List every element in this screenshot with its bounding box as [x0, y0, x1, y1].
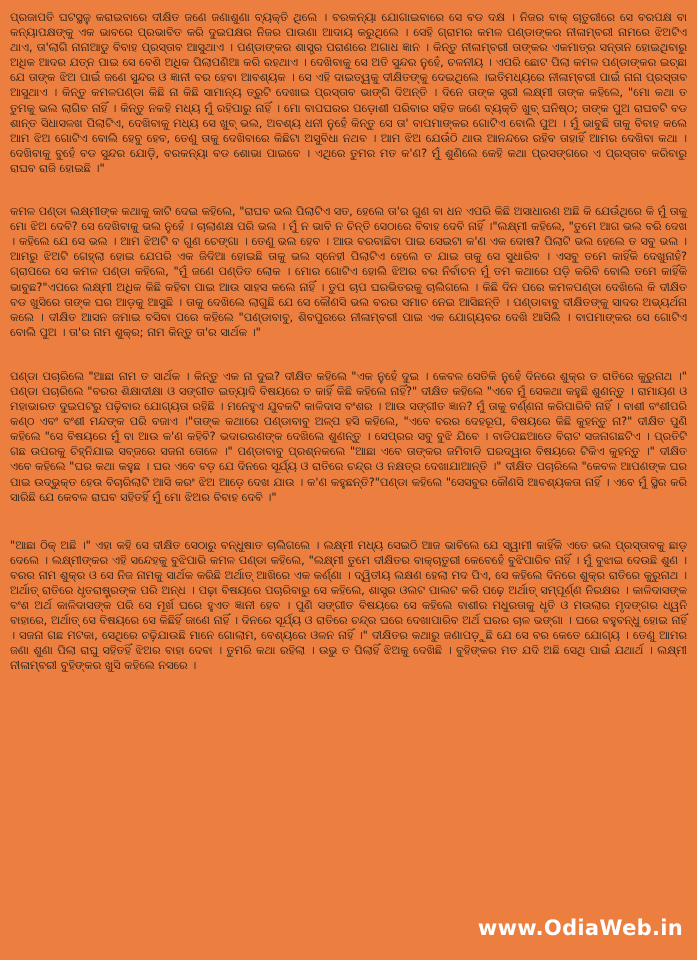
story-paragraph-2: କମଳ ପଣ୍ଡା ଲକ୍ଷ୍ମୀଙ୍କ କଥାକୁ କାଟି ଦେଇ କହିଲେ, "ରାଘବ ଭଲ ପିଲାଟିଏ ସତ, ହେଲେ ତା'ର ଗୁଣ ବା ଧନ ଏପରି କିଛି ଅସାଧାରଣ ଅଛି କି ଯେଉଁଥିରେ କି ମୁଁ ତାକୁ ମୋ ଝିଅ ଦେବି? ସେ ଦେଖିବାକୁ ଭଲ ନୁହେଁ । ଚାଲାଣକ୍ଷ ପରି ଭଲ । ମୁଁ ନ ଭାବି ନ ଚିନ୍ତି ସେଠାରେ ବିବାହ ଦେବି ନାହିଁ ।"ଲକ୍ଷ୍ମୀ କହିଲେ, "ତୁମେ ଆଗ ଭଲ ବରି ଦେଖ । କହିଲେ ଯେ ସେ ଭଲ । ଆମ ଝିଅଟି ବ ଗୁଣ ଚେଙ୍ଗା । ତେଣୁ ଭଲ ହେବ । ଆଉ ବରବାଛିବା ପାଇ ସେଇଟା କ'ଣ ଏକ ଦୋଷ? ପିଲାଟି ଭଲ ହେଲେ ତ ସବୁ ଭଲ । ଆମରୁ ଝିଅଟି ଗେହ୍ଲା ହୋଇ ଯେପରି ଏକ ଜିଦିଆ ହୋଇଛି ତାକୁ ଭଲ ସ୍ନେହୀ ପିଲାଟିଏ ହେଲେ ତ ଯାଇ ତାକୁ ସେ ସୁଧାରିବ । ଏସବୁ ତମେ କାହିଁକି ଦେଖୁନାହଁ? ଗ୍ରାପରେ ସେ କମଳ ପଣ୍ଡା କହିଲେ, "ମୁଁ ଜଣେ ପଣ୍ଡିତ ଲୋକ । ମୋର ଗୋଟିଏ ହୋଲି ଝିଅର ବର ନିର୍ବାଚନ ମୁଁ ତମ କଥାରେ ପଡ଼ି କରିବି ବୋଲି ତମେ କାହିଁକି ଭାବୁଛ?"ଏପରେ ଲକ୍ଷ୍ମୀ ଅଧିକ କିଛି କହିବା ପାଇ ଆଉ ସାହସ କଲେ ନାହିଁ । ତୁପ ଚାପ ଘରଭିତରକୁ ଚାଲିଗଲେ । କିଛି ଦିନ ପରେ କମଳପଣ୍ଡା ଦେଖିଲେ କି ଦୀକ୍ଷିତ ବଡ ଖୁସିରେ ତାଙ୍କ ଘର ଆଡ଼କୁ ଆସୁଛି । ତାକୁ ଦେଖିଲେ ଲାଗୁଛି ଯେ ସେ କୌଣସି ଭଲ ବରର ସମାଚ ନେଇ ଆସିଛନ୍ତି । ପଣ୍ଡାବାବୁ ଦୀକ୍ଷିତଙ୍କୁ ସାଦର ଅଭ୍ୟର୍ଥନା କଲେ । ଦୀକ୍ଷିତ ଆସନ ଜମାଇ ବସିବା ପରେ କହିଲେ "ପଣ୍ଡାବାବୁ, ଶିବପୁରରେ ନୀଳାମ୍ବରୀ ପାଇ ଏକ ଯୋଗ୍ୟବର ଦେଖି ଆସିଲି । ବାପମାଙ୍କର ସେ ଗୋଟିଏ ବୋଲି ପୁଅ । ତା'ର ନାମ ଶୁକ୍ର; ନାମ କିନ୍ତୁ ତା'ର ସାର୍ଥକ ।": [10, 205, 687, 339]
story-paragraph-3: ପଣ୍ଡା ପଚାରିଲେ "ଆଛା ନାମ ତ ସାର୍ଥକ । କିନ୍ତୁ ଏକ ନା ଦୁଇ? ଦୀକ୍ଷିତ କହିଲେ "ଏକ ନୁହେଁ ଦୁଇ । କେବଳ ସେତିକି ନୁହେଁ ଦିନରେ ଶୁକ୍ର ତ ରାତିରେ କୁରୁନାଥ ।" ପଣ୍ଡା ପଚାରିଲେ "ବରର ଶିକ୍ଷାଦୀକ୍ଷା ଓ ସଙ୍ଗୀତ ଇତ୍ୟାଦି ବିଷୟରେ ତ କାହିଁ କିଛି କହିଲେ ନାହିଁ?" ଦୀକ୍ଷିତ କହିଲେ "ଏବେ ମୁଁ ସେକଥା କହୁଛି ଶୁଣନ୍ତୁ । ରାମାୟଣ ଓ ମହାଭାରତ ଦୁଇପଟରୁ ପଢ଼ିବାର ଯୋଗ୍ୟତା ରହିଛି । ମନେହୁଏ ଯୁବକଟି କାଳିଦାସ ବଂଶର । ଆଉ ସଙ୍ଗୀତ ଜ୍ଞାନ? ମୁଁ ତାକୁ ବର୍ଣ୍ଣନା କରିପାରିବି ନାହିଁ । ବାଶୀ ବଂଶୀପରି କଣ୍ଠ ଏବଂ ବଂଶୀ ମନ୍ଦଙ୍କ ପରି ବଜାଏ ।"ତାଙ୍କ କଥାରେ ପଣ୍ଡାବାବୁ ଅଳ୍ପ ହସି କହିଲେ, "ଏବେ ବରର ଦେହରୂପ, ବିଷୟରେ କିଛି କୁହନ୍ତୁ ନା?" ଦୀକ୍ଷିତ ପୁଣି କହିଲେ "ସେ ବିଷୟରେ ମୁଁ ବା ଆଉ କ'ଣ କହିବି? ଭଦାରରଣଙ୍କ ଦେଖିଲେ ଶୁଣନ୍ତୁ । ସେପ୍ରର ସବୁ ବୁଝି ଯିବେ । ବାଡିପଛଆଡେ ବିରାଟ ସଜନାଗଛଟିଏ । ପ୍ରତିଟି ଗଛ ଉପରକୁ ଚିହ୍ନିଯାଇ ସବ୍ଜରେ ସଜନା ତୋଳେ ।" ପଣ୍ଡାବାବୁ ପ୍ରଶ୍ନକଲେ "ଆଛା ଏବେ ତାଙ୍କର ଜମିବାଡି ଘରଦ୍ୱାର ବିଷୟରେ ଟିକିଏ କୁହନ୍ତୁ ।" ଦୀକ୍ଷିତ ଏବେ କହିଲେ "ଘର କଥା କହୁଛ । ଘର ଏବେ ବଡ଼ ଯେ ଦିନରେ ସୂର୍ଯ୍ୟ ଓ ରାତିରେ ଚନ୍ଦ୍ର ଓ ନକ୍ଷତ୍ର ଦେଖାଯାଆନ୍ତି ।" ଦୀକ୍ଷିତ ପଚାରିଲେ "କେବଳ ଆପଣଙ୍କ ଘର ପାଇ ଉଦ୍ଭୁକ୍ତ ହେଉ ବିଚାରିଲାଟି ଆସି କରଂ ଝିଅ ଆଡ଼େ ଦେଖ ଯାଉ । କ'ଣ କହୁଛନ୍ତି?"ପଣ୍ଡା କହିଲେ "ସେସବୁର କୌଣସି ଆବଶ୍ୟକତା ନାହିଁ । ଏବେ ମୁଁ ସ୍ଥିର କରି ସାରିଛି ଯେ କେବଳ ରାଘବ ସହିତହିଁ ମୁଁ ମୋ ଝିଅର ବିବାହ ଦେବି ।": [10, 369, 687, 504]
story-text: [10, 10, 687, 702]
site-watermark: www.OdiaWeb.in: [477, 916, 683, 940]
story-paragraph-1: ପ୍ରଜାପତି ଘଟସ୍ଥଳୁ କରାଇବାରେ ଦୀକ୍ଷିତ ଜଣେ ଜଣାଶୁଣା ବ୍ୟକ୍ତି ଥିଲେ । ବରକନ୍ୟା ଯୋଗାଇବାରେ ସେ ବଡ ଦକ୍ଷ । ନିଜର ବାକ୍ ଚାତୁରୀରେ ସେ ବରପକ୍ଷ ବା କନ୍ୟାପକ୍ଷଙ୍କୁ ଏକ ଭାବରେ ପ୍ରଭାବିତ କରି ଦୁଇପକ୍ଷର ନିଜର ପାଉଣା ଆଦାୟ କରୁଥିଲେ । ସେହି ଗ୍ରାମର କମଳ ପଣ୍ଡାଙ୍କର ନୀଳାମ୍ବରୀ ନାମରେ ଝିଅଟିଏ ଥାଏ, ତା'ଲାଗି ନାନାଆଡୁ ବିବାହ ପ୍ରସ୍ତାବ ଆସୁଥାଏ । ପଣ୍ଡାଙ୍କର ଶାସ୍ତ୍ର ପରାଣରେ ଅଗାଧ ଜ୍ଞାନ । କିନ୍ତୁ ନୀଳାମ୍ବରୀ ତାଙ୍କର ଏକମାତ୍ର ସନ୍ତାନ ହୋଇଥିବାରୁ ଅଧିକ ଆଦର ଯତ୍ନ ପାଇ ସେ ବେଶି ଅଧିକ ପିଲାପଣିଆ କରି ରହଥାଏ । ଦେଖିବାକୁ ସେ ଅତି ସୁନ୍ଦର ନୁହେଁ, ଚଳନୀୟ । ଏପରି ଛୋଟ ପିଲା କମଳ ପଣ୍ଡାଙ୍କର ଇଚ୍ଛା ଯେ ତାଙ୍କ ଝିଅ ପାଇଁ ଜଣେ ସୁନ୍ଦର ଓ ଜ୍ଞାନୀ ବର ହେବା ଆବଶ୍ୟକ । ସେ ଏହି ଦାଇତ୍ୱକୁ ଦୀକ୍ଷିତଙ୍କୁ ଦେଇଥିଲେ ।ଇତିମଧ୍ୟରେ ନୀଳାମ୍ବରୀ ପାଇଁ ନାନା ପ୍ରସ୍ତାବ ଆସୁଥାଏ । କିନ୍ତୁ କମଳପଣ୍ଡା କିଛି ନା କିଛି ସାମାନ୍ୟ ତ୍ରୁଟି ଦେଖାଇ ପ୍ରସ୍ତାବ ଭାଙ୍ଗି ଦିଅନ୍ତି । ଦିନେ ତାଙ୍କ ସ୍ତ୍ରୀ ଲକ୍ଷ୍ମୀ ତାଙ୍କ କହିଲେ, "ମୋ କଥା ତ ତୁମକୁ ଭଲ ଲାଗିବ ନାହିଁ । କିନ୍ତୁ ନକହି ମଧ୍ୟ ମୁଁ ରହିପାରୁ ନାହିଁ । ମୋ ବାପଘରର ପଡ଼ୋଶୀ ପରିବାର ସହିତ ଜଣେ ବ୍ୟକ୍ତି ଖୁବ୍ ଘନିଷ୍ଠ; ତାଙ୍କ ପୁଅ ରାଘବଟି ବଡ ଶାନ୍ତ ସିଧାସଳଖ ପିଲାଟିଏ, ଦେଖିବାକୁ ମଧ୍ୟ ସେ ଖୁବ୍ ଭଲ, ଅବଶ୍ୟ ଧନୀ ନୁହେଁ କିନ୍ତୁ ସେ ତା' ବାପମାଙ୍କର ଗୋଟିଏ ବୋଲି ପୁଅ । ମୁଁ ଭାବୁଛି ତାକୁ ବିବାହ କଲେ ଆମ ଝିଅ ଗୋଟିଏ ବୋଲି ହେବୁ ହେବ, ତେଣୁ ତାକୁ ଦେଖିବାରେ କିଛିଟା ଅସୁବିଧା ନଥବ । ଆମ ଝିଅ ଯେଉଁଠି ଥାଉ ଆନନ୍ଦରେ ରହିବ ତାହାହିଁ ଆମର ଦେଖିବା କଥା । ଦେଖିବାକୁ ବୁହେଁ ବଡ ସୁନ୍ଦର ଯୋଡ଼ି, ବରକନ୍ୟା ବଡ ଶୋଭା ପାଇବେ । ଏଥିରେ ତୁମର ମତ କ'ଣ? ମୁଁ ଶୁଣିଲେ କେହି କଥା ପ୍ରସଙ୍ଗରେ ଏ ପ୍ରସ୍ତାବ କରିବାରୁ ରାଘବ ରାଜି ହୋଇଛି ।": [10, 11, 687, 175]
story-paragraph-4: "ଆଛା ଠିକ୍ ଅଛି ।" ଏହା କହି ସେ ଦୀକ୍ଷିତ ସେଠାରୁ ବନ୍ଧୁଷାତ ଚାଲିଗଲେ । ଲକ୍ଷ୍ମୀ ମଧ୍ୟ ସେଇଠି ଆଜ ଭାବିଲେ ଯେ ସ୍ୱାମୀ କାହିଁକି ଏତେ ଭଲ ପ୍ରସ୍ତାବକୁ ଛାଡ଼ ଦେଲେ । ଲକ୍ଷ୍ମୀଙ୍କର ଏହି ସନ୍ଦେହକୁ ବୁଝିପାରି କମଳ ପଣ୍ଡା କହିଲେ, "ଲକ୍ଷ୍ମୀ ତୁମେ ଦୀକ୍ଷିତର ବାକ୍‌ଚାତୁରୀ କେବେହେଁ ବୁଝିପାରିବ ନାହିଁ । ମୁଁ ବୁଝାଇ ଦେଉଛି ଶୁଣ । ବରର ନାମ ଶୁକ୍ର ଓ ସେ ନିଜ ନାମକୁ ସାର୍ଥକ କରିଛି ଅର୍ଥାତ୍ ଆଖିରେ ଏକ କର୍ଣ୍ଣା । ଦ୍ୱିତୀୟ ଲକ୍ଷଣ ହେଲା ମଦ ପିଏ, ସେ କହିଲେ ଦିନରେ ଶୁକ୍ର ରାତିରେ କୁରୁନାଥ । ଅର୍ଥାତ୍ ରାତିରେ ଧୃତରାଷ୍ଟ୍ରଙ୍କ ପରି ଅନ୍ଧ । ପଢ଼ା ବିଷୟରେ ପଚାରିବାରୁ ସେ କହିଲେ, ଶାସ୍ତ୍ର ଓଲଟ ପାଲଟ କରି ପଢ଼େ ଅର୍ଥାତ୍ ସମ୍ପୂର୍ଣ୍ଣ ନିରକ୍ଷର । କାଳିଦାସଙ୍କ ବଂଶ ଅର୍ଥ କାଳିଦାସଙ୍କ ପରି ସେ ମୂର୍ଖ ଘରେ ହୁଏତ ଜ୍ଞାନୀ ହେବ । ପୁଣି ସଙ୍ଗୀତ ବିଷୟରେ ସେ କହିଲେ ବାଶୀର ମଧୁରତାକୁ ଧୃତି ଓ ମଉଲାର ମୃଦଙ୍ଗର ଧ୍ୱନି ବାହାରେ, ଅର୍ଥାତ୍ ସେ ବିଷୟରେ ସେ କିଛିହିଁ ଜାଣେ ନାହିଁ । ଦିନରେ ସୂର୍ଯ୍ୟ ଓ ରାତିରେ ଚନ୍ଦ୍ର ଘରେ ଦେଖାପାରିବ ଅର୍ଥ ଘରର ଚାଳ ଭଙ୍ଗା । ଘରେ ବହୁବନ୍ଧୁ ହୋଇ ନାହିଁ । ସଜନା ଗଛ ମଟକା, ସେଥିରେ ଚଢ଼ିଯାଉଛି ମାନେ ଗୋଲାମ, ବେଶ୍ୟରେ ଓଳନ ନାହିଁ ।" ଦୀକ୍ଷିତର କଥାରୁ ଜଣାପଡ଼ୁଛି ଯେ ସେ ବର କେତେ ଯୋଗ୍ୟ । ତେଣୁ ଆମର ଜଣା ଶୁଣା ପିଲା ରାଘୁ ସହିତହିଁ ଝିଅର ବାହା ଦେବା । ତୁମରି କଥା ରହିଲା । ଉଭୁ ତ ପିଲାହିଁ ଝିଅକୁ ଦେଖିଛି । ବୁହିଙ୍କର ମତ ଯଦି ଅଛି ସେଥି ପାଇଁ ଯଥାର୍ଥ । ଲକ୍ଷ୍ମୀ ନୀଳାମ୍ବରୀ ବୁହିଙ୍କର ଖୁସି କହିଲେ ନସରେ ।: [10, 538, 687, 673]
